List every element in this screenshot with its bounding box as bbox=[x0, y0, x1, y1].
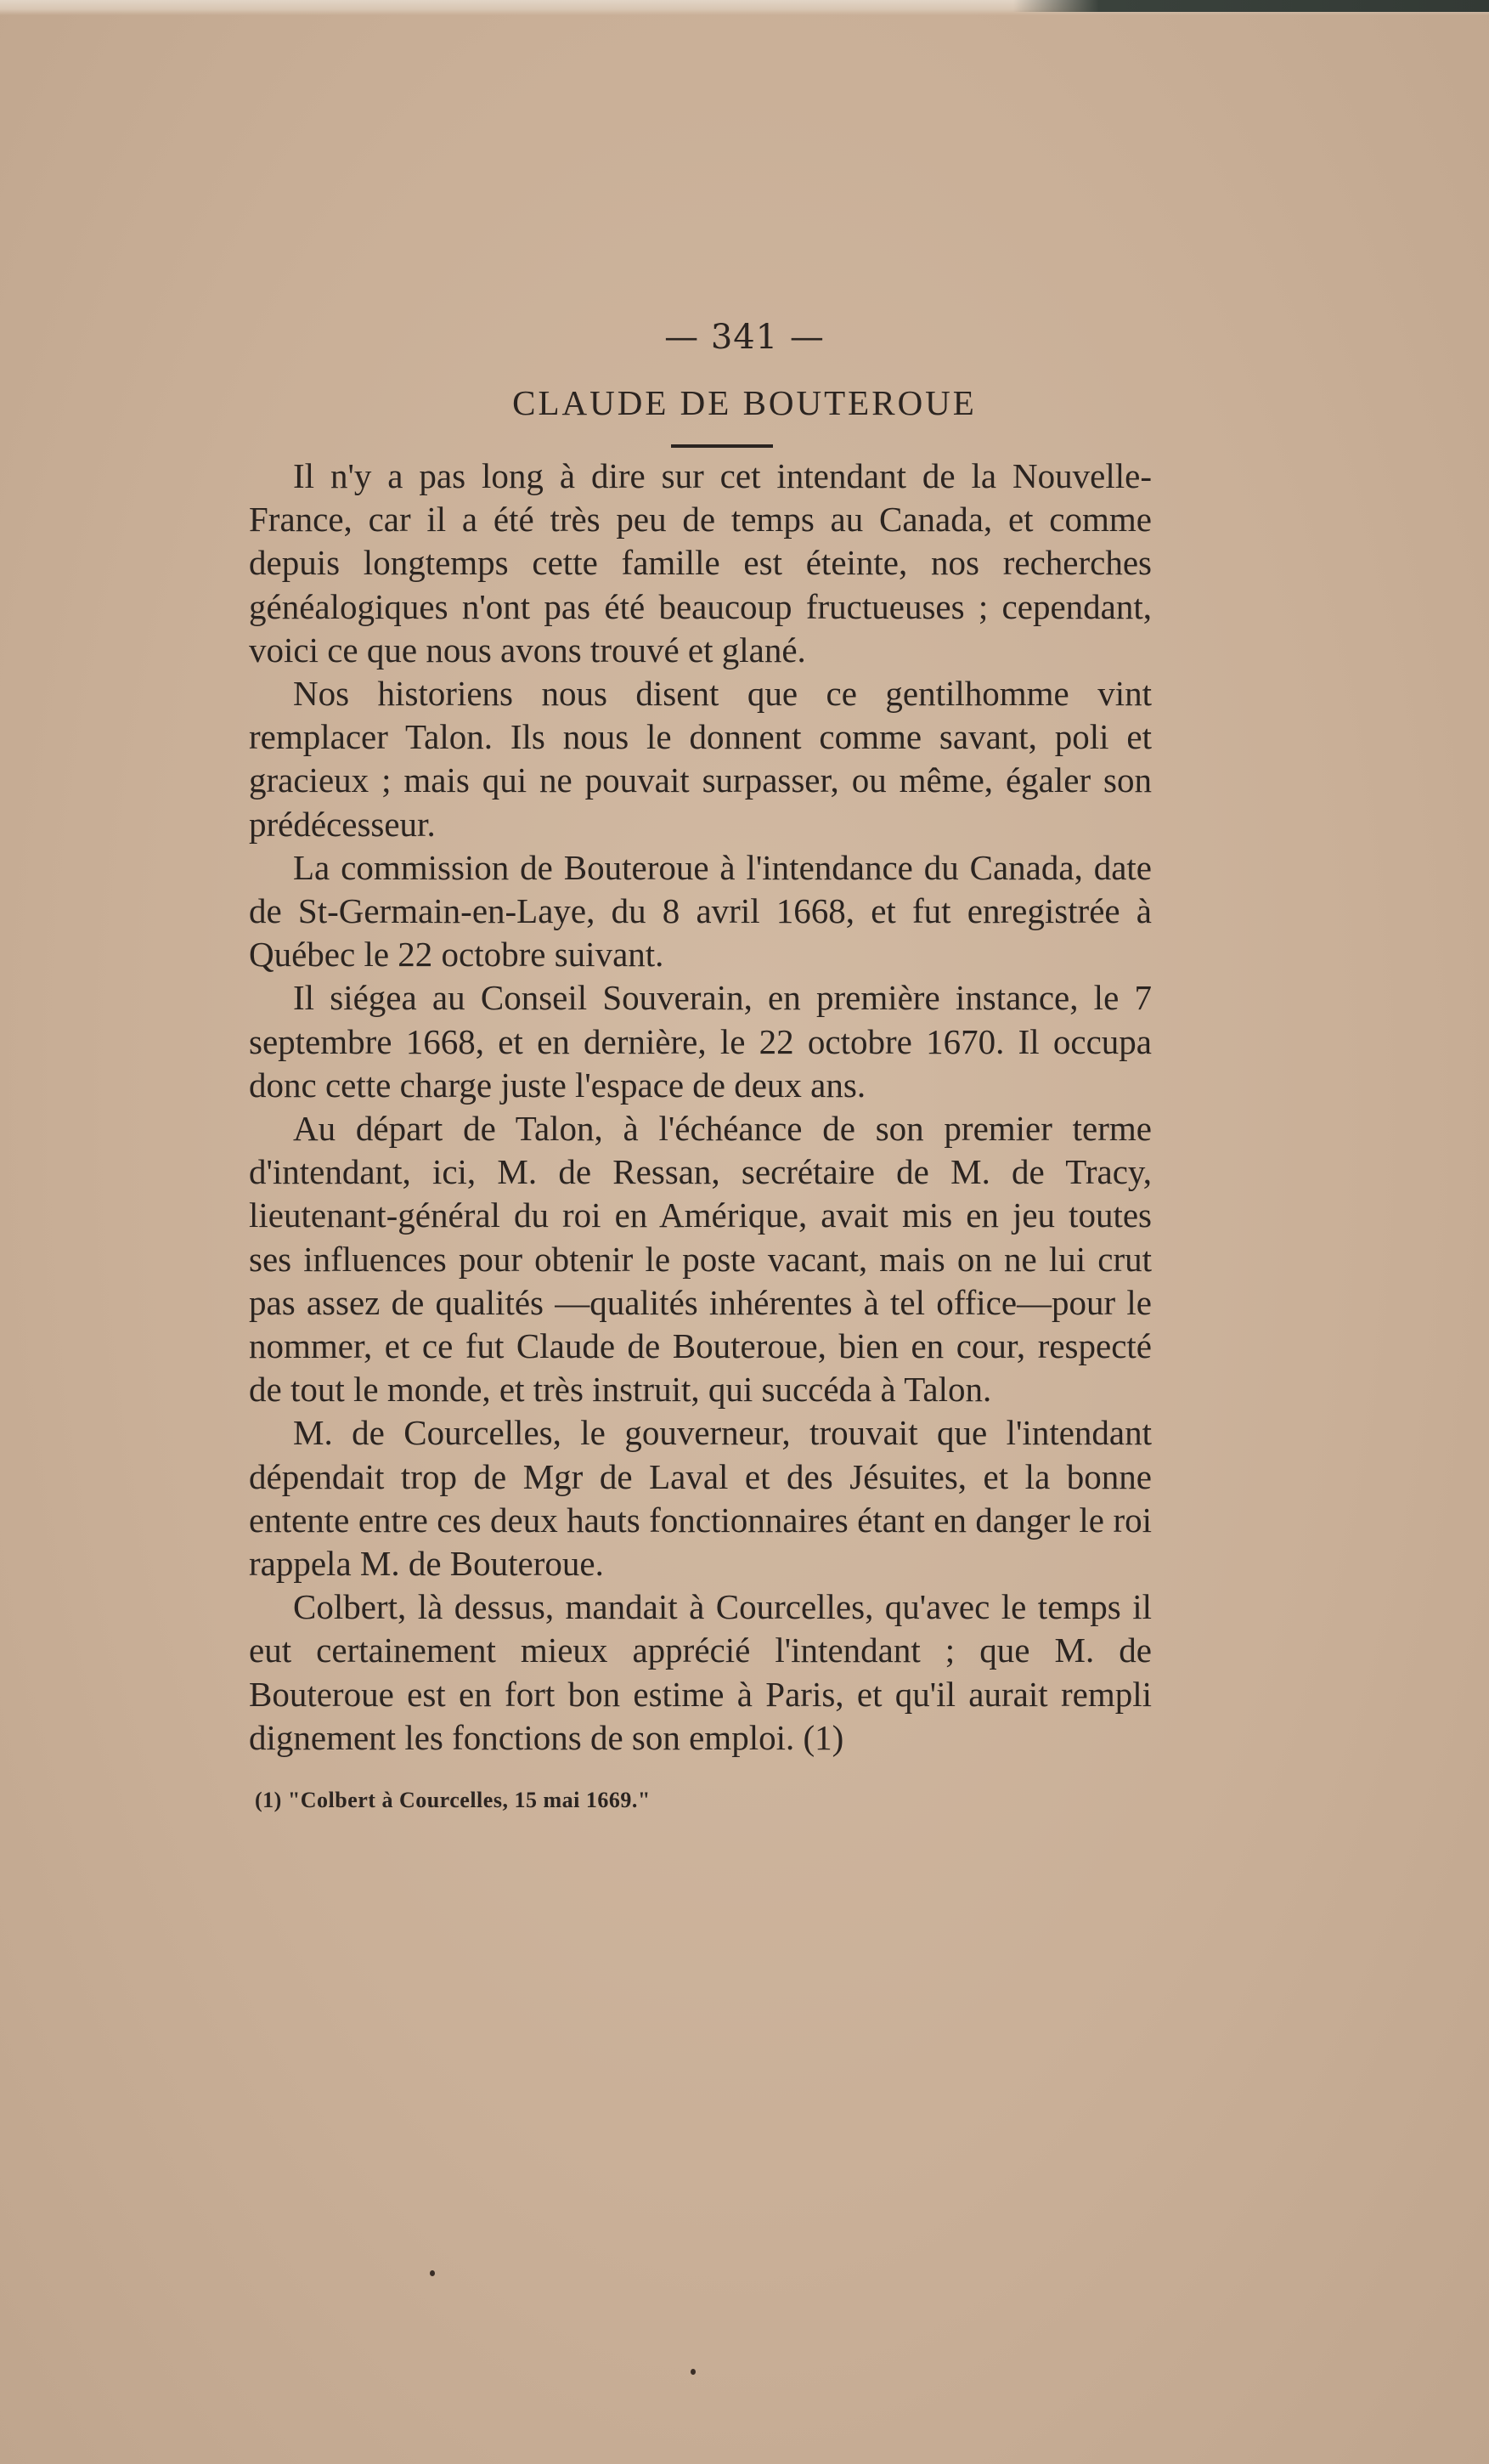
ink-speck bbox=[691, 2369, 696, 2375]
paragraph: Nos historiens nous disent que ce gentilhomme vint remplacer Talon. Ils nous le donnent comme savant, poli et gracieux ; mais qui ne pouvait surpasser, ou même, égaler son prédécesseur. bbox=[249, 674, 1152, 844]
ink-speck bbox=[430, 2270, 435, 2276]
footnote: (1) "Colbert à Courcelles, 15 mai 1669." bbox=[255, 1788, 651, 1812]
paragraph: Colbert, là dessus, mandait à Courcelles, qu'avec le temps il eut certainement mieux apprécié l'intendant ; que M. de Bouteroue est en fort bon estime à Paris, et qu'il aurait rempli dignement les fonctions de son emploi. (1) bbox=[249, 1587, 1152, 1757]
paragraph: Il n'y a pas long à dire sur cet intendant de la Nouvelle-France, car il a été très peu de temps au Canada, et comme depuis longtemps cette famille est éteinte, nos recherches généalogiques n'ont pas été beaucoup fructueuses ; cependant, voici ce que nous avons trouvé et glané. bbox=[249, 456, 1152, 670]
paragraph: La commission de Bouteroue à l'intendance du Canada, date de St-Germain-en-Laye, du 8 avril 1668, et fut enregistrée à Québec le 22 octobre suivant. bbox=[249, 847, 1152, 975]
title-rule bbox=[671, 444, 773, 448]
paragraph: Au départ de Talon, à l'échéance de son premier terme d'intendant, ici, M. de Ressan, secrétaire de M. de Tracy, lieutenant-général du roi en Amérique, avait mis en jeu toutes ses influences pour obtenir le poste vacant, mais on ne lui crut pas assez de qualités —qualités inhérentes à tel office—pour le nommer, et ce fut Claude de Bouteroue, bien en cour, respecté de tout le monde, et très instruit, qui succéda à Talon. bbox=[249, 1109, 1152, 1410]
paragraph: M. de Courcelles, le gouverneur, trouvait que l'intendant dépendait trop de Mgr de Laval et des Jésuites, et la bonne entente entre ces deux hauts fonctionnaires étant en danger le roi rappela M. de Bouteroue. bbox=[249, 1413, 1152, 1584]
chapter-title: CLAUDE DE BOUTEROUE bbox=[512, 383, 977, 422]
body-text bbox=[249, 455, 1152, 1760]
page-number: — 341 — bbox=[664, 318, 825, 357]
paragraph: Il siégea au Conseil Souverain, en première instance, le 7 septembre 1668, et en dernière, le 22 octobre 1670. Il occupa donc cette charge juste l'espace de deux ans. bbox=[249, 978, 1152, 1105]
page-top-edge bbox=[0, 0, 1489, 15]
